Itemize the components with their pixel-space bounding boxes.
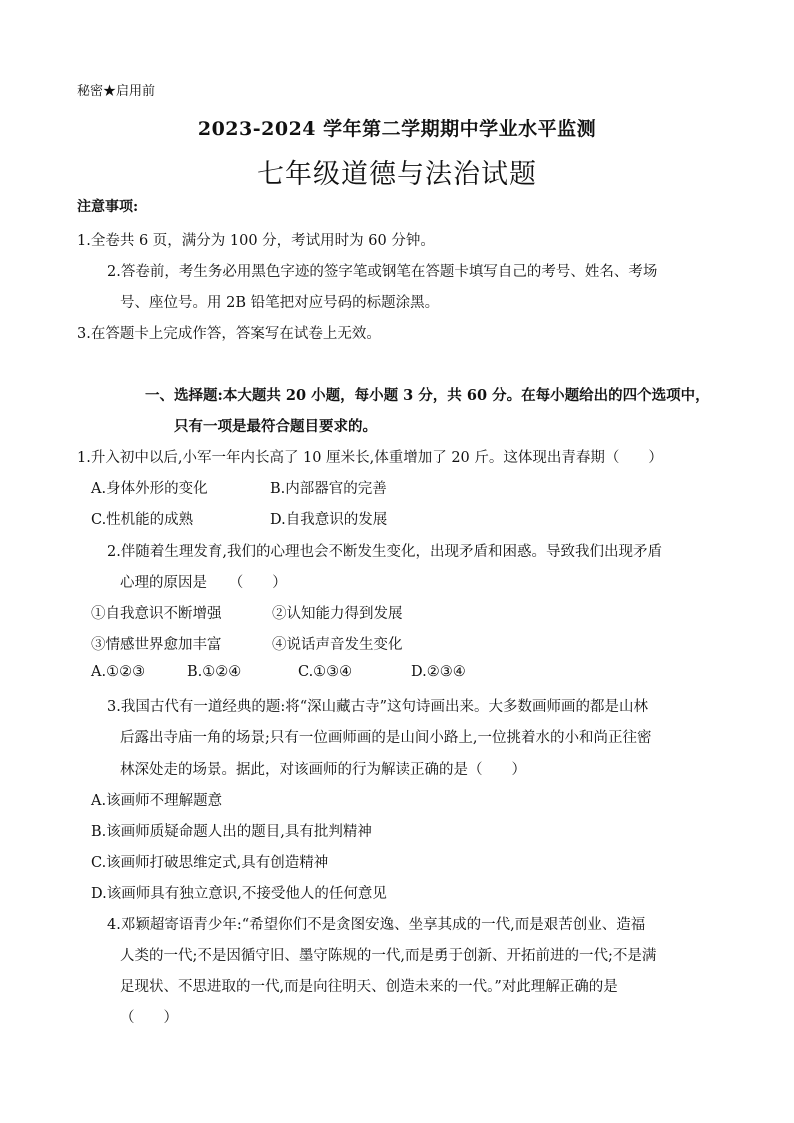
q3-option-b: B.该画师质疑命题人出的题目,具有批判精神 — [91, 824, 372, 840]
q3-option-c: C.该画师打破思维定式,具有创造精神 — [91, 855, 329, 871]
q2-option-d: D.②③④ — [411, 664, 466, 680]
q2-option-c: C.①③④ — [298, 664, 353, 680]
q2-option-a: A.①②③ — [91, 664, 146, 680]
section-heading-line-1: 一、选择题:本大题共 20 小题，每小题 3 分，共 60 分。在每小题给出的四个选项中， — [145, 387, 710, 404]
exam-title: 2023-2024 学年第二学期期中学业水平监测 — [197, 118, 597, 140]
q4-stem-line-1: 4.邓颖超寄语青少年:“希望你们不是贪图安逸、坐享其成的一代,而是艰苦创业、造福 — [107, 917, 646, 933]
q3-stem-line-2: 后露出寺庙一角的场景;只有一位画师画的是山间小路上,一位挑着水的小和尚正往密 — [120, 730, 652, 746]
notice-heading: 注意事项: — [77, 199, 139, 215]
section-heading-line-2: 只有一项是最符合题目要求的。 — [174, 418, 377, 435]
q1-option-a: A.身体外形的变化 — [91, 481, 208, 497]
q2-stem-line-2: 心理的原因是 （ ） — [120, 575, 287, 591]
q4-stem-line-3: 足现状、不思进取的一代,而是向往明天、创造未来的一代。”对此理解正确的是 — [120, 979, 618, 995]
q2-stem-line-1: 2.伴随着生理发育,我们的心理也会不断发生变化，出现矛盾和困惑。导致我们出现矛盾 — [107, 544, 662, 560]
q3-option-a: A.该画师不理解题意 — [91, 793, 223, 809]
notice-item-2-line-1: 2.答卷前，考生务必用黑色字迹的签字笔或钢笔在答题卡填写自己的考号、姓名、考场 — [107, 264, 658, 280]
q3-option-d: D.该画师具有独立意识,不接受他人的任何意见 — [91, 886, 387, 902]
q4-stem-line-4: （ ） — [120, 1010, 178, 1026]
q2-statement-4: ④说话声音发生变化 — [272, 637, 403, 653]
q1-option-b: B.内部器官的完善 — [270, 481, 387, 497]
q2-option-b: B.①②④ — [187, 664, 242, 680]
q2-statement-3: ③情感世界愈加丰富 — [91, 637, 222, 653]
q4-stem-line-2: 人类的一代;不是因循守旧、墨守陈规的一代,而是勇于创新、开拓前进的一代;不是满 — [120, 948, 657, 964]
q3-stem-line-1: 3.我国古代有一道经典的题:将“深山藏古寺”这句诗画出来。大多数画师画的都是山林 — [107, 699, 649, 715]
notice-item-1: 1.全卷共 6 页，满分为 100 分，考试用时为 60 分钟。 — [77, 233, 435, 249]
q1-stem: 1.升入初中以后,小军一年内长高了 10 厘米长,体重增加了 20 斤。这体现出青春期（ ） — [77, 450, 663, 466]
q3-stem-line-3: 林深处走的场景。据此，对该画师的行为解读正确的是（ ） — [120, 762, 526, 778]
q2-statement-1: ①自我意识不断增强 — [91, 606, 222, 622]
q2-statement-2: ②认知能力得到发展 — [272, 606, 403, 622]
notice-item-3: 3.在答题卡上完成作答，答案写在试卷上无效。 — [77, 326, 381, 342]
q1-option-d: D.自我意识的发展 — [270, 512, 388, 528]
subject-title: 七年级道德与法治试题 — [257, 159, 537, 190]
notice-item-2-line-2: 号、座位号。用 2B 铅笔把对应号码的标题涂黑。 — [120, 295, 440, 311]
q1-option-c: C.性机能的成熟 — [91, 512, 194, 528]
secret-label: 秘密★启用前 — [77, 84, 156, 99]
